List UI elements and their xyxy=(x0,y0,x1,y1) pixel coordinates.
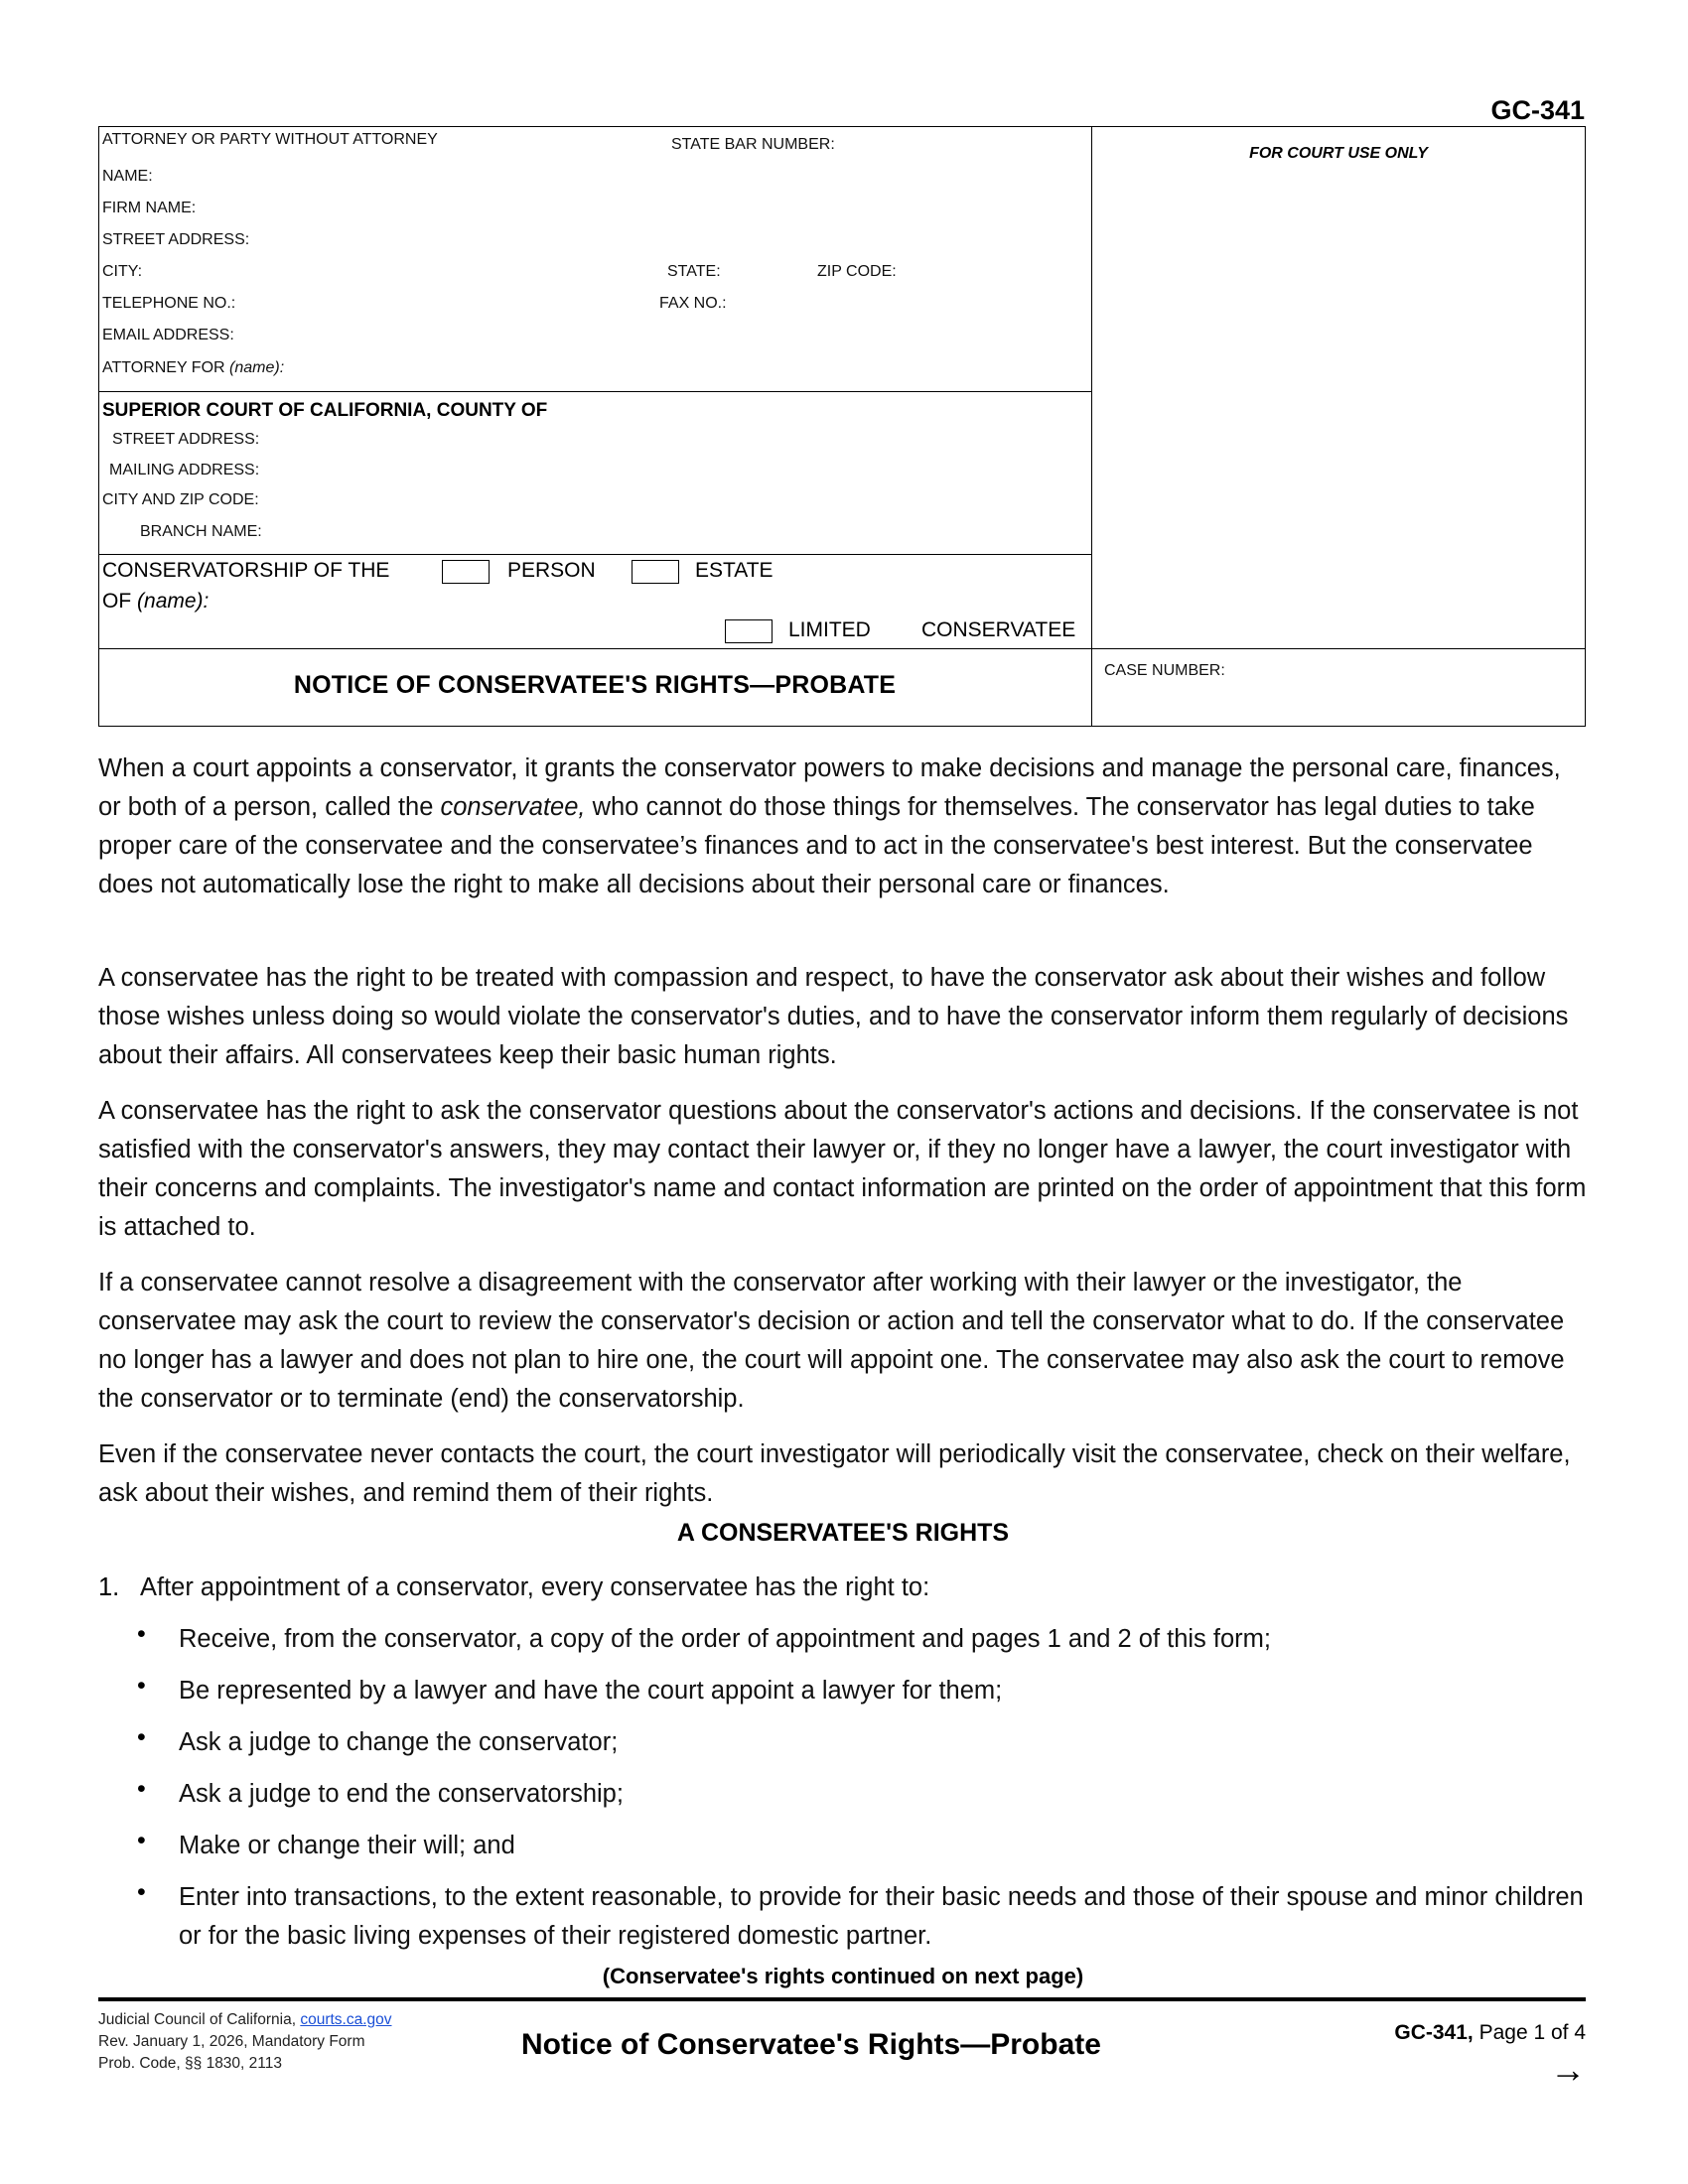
caption-divider xyxy=(1091,126,1092,727)
bullet-icon: • xyxy=(137,1672,146,1700)
footer-citation: Judicial Council of California, courts.ca.gov Rev. January 1, 2026, Mandatory Form Prob. Code, §§ 1830, 2113 xyxy=(98,2011,392,2072)
email-label: EMAIL ADDRESS: xyxy=(102,327,234,343)
court-use-only: FOR COURT USE ONLY xyxy=(1249,145,1428,162)
conservatee-label: CONSERVATEE xyxy=(921,618,1076,641)
continued-note: (Conservatee's rights continued on next page) xyxy=(602,1964,1084,1988)
paragraph-disagreement: If a conservatee cannot resolve a disagreement with the conservator after working with their lawyer or the investigator, the conservatee may ask the court to review the conservator's decision or action and tell the conservator what to do. If the conservatee no longer has a lawyer and does not plan to hire one, the court will appoint one. The conservatee may also ask the court to remove the conservator or to terminate (end) the conservatorship. xyxy=(98,1269,1565,1413)
court-title: SUPERIOR COURT OF CALIFORNIA, COUNTY OF xyxy=(102,400,548,421)
bullet-item: Be represented by a lawyer and have the court appoint a lawyer for them; xyxy=(179,1677,1003,1705)
attorney-for-label: ATTORNEY FOR (name): xyxy=(102,359,285,376)
bullet-icon: • xyxy=(137,1878,146,1906)
street-address-label: STREET ADDRESS: xyxy=(102,231,250,248)
bullet-item: Enter into transactions, to the extent reasonable, to provide for their basic needs and those of their spouse and minor children or for the basic living expenses of their registered domestic partner. xyxy=(179,1883,1584,1950)
bullet-item: Ask a judge to end the conservatorship; xyxy=(179,1780,624,1808)
of-name-label: OF (name): xyxy=(102,590,210,613)
estate-checkbox[interactable] xyxy=(632,560,679,584)
footer-title: Notice of Conservatee's Rights—Probate xyxy=(521,2028,1101,2061)
bullet-icon: • xyxy=(137,1723,146,1751)
courts-link[interactable]: courts.ca.gov xyxy=(300,2011,392,2028)
telephone-label: TELEPHONE NO.: xyxy=(102,295,236,312)
item-1-number: 1. xyxy=(98,1573,120,1601)
footer-page: GC-341, Page 1 of 4 xyxy=(1394,2021,1586,2044)
section-heading: A CONSERVATEE'S RIGHTS xyxy=(676,1519,1010,1547)
estate-label: ESTATE xyxy=(695,559,774,582)
person-checkbox[interactable] xyxy=(442,560,490,584)
state-bar-label: STATE BAR NUMBER: xyxy=(671,136,835,153)
zip-label: ZIP CODE: xyxy=(817,263,897,280)
footer-rule xyxy=(98,1997,1586,2001)
paragraph-intro: When a court appoints a conservator, it grants the conservator powers to make decisions and manage the personal care, finances, or both of a person, called the conservatee, who cannot do those things for themselves. The conservator has legal duties to take proper care of the conservatee and the conservatee’s finances and to act in the conservatee's best interest. But the conservatee does not automatically lose the right to make all decisions about their personal care or finances. xyxy=(98,754,1561,898)
title-divider xyxy=(98,648,1586,649)
firm-name-label: FIRM NAME: xyxy=(102,200,197,216)
bullet-item: Make or change their will; and xyxy=(179,1832,515,1859)
conservatorship-of-the: CONSERVATORSHIP OF THE xyxy=(102,559,390,582)
limited-checkbox[interactable] xyxy=(725,619,773,643)
court-mailing-label: MAILING ADDRESS: xyxy=(109,462,260,478)
name-label: NAME: xyxy=(102,168,153,185)
bullet-icon: • xyxy=(137,1620,146,1648)
court-branch-label: BRANCH NAME: xyxy=(140,523,262,540)
form-title: NOTICE OF CONSERVATEE'S RIGHTS—PROBATE xyxy=(293,671,897,699)
form-code: GC-341 xyxy=(1490,95,1585,125)
item-1-text: After appointment of a conservator, every conservatee has the right to: xyxy=(140,1573,930,1601)
bullet-icon: • xyxy=(137,1775,146,1803)
state-label: STATE: xyxy=(667,263,721,280)
city-label: CITY: xyxy=(102,263,143,280)
paragraph-compassion: A conservatee has the right to be treated with compassion and respect, to have the conservator ask about their wishes and follow those wishes unless doing so would violate the conservator's duties, and to have the conservator inform them regularly of decisions about their affairs. All conservatees keep their basic human rights. xyxy=(98,964,1569,1069)
bullet-item: Ask a judge to change the conservator; xyxy=(179,1728,619,1756)
court-case-divider xyxy=(98,554,1091,555)
paragraph-questions: A conservatee has the right to ask the conservator questions about the conservator's actions and decisions. If the conservatee is not satisfied with the conservator's answers, they may contact their lawyer or, if they no longer have a lawyer, the court investigator with their concerns and complaints. The investigator's name and contact information are printed on the order of appointment that this form is attached to. xyxy=(98,1097,1587,1241)
limited-label: LIMITED xyxy=(788,618,871,641)
case-number-label: CASE NUMBER: xyxy=(1104,662,1225,679)
court-city-zip-label: CITY AND ZIP CODE: xyxy=(102,491,259,508)
attorney-court-divider xyxy=(98,391,1091,392)
paragraph-visits: Even if the conservatee never contacts the court, the court investigator will periodically visit the conservatee, check on their welfare, ask about their wishes, and remind them of their rights. xyxy=(98,1440,1571,1507)
attorney-header: ATTORNEY OR PARTY WITHOUT ATTORNEY xyxy=(102,131,438,148)
bullet-icon: • xyxy=(137,1827,146,1854)
person-label: PERSON xyxy=(507,559,596,582)
fax-label: FAX NO.: xyxy=(659,295,727,312)
court-street-label: STREET ADDRESS: xyxy=(112,431,260,448)
next-page-arrow-icon[interactable]: → xyxy=(1550,2049,1586,2090)
bullet-item: Receive, from the conservator, a copy of the order of appointment and pages 1 and 2 of this form; xyxy=(179,1625,1271,1653)
